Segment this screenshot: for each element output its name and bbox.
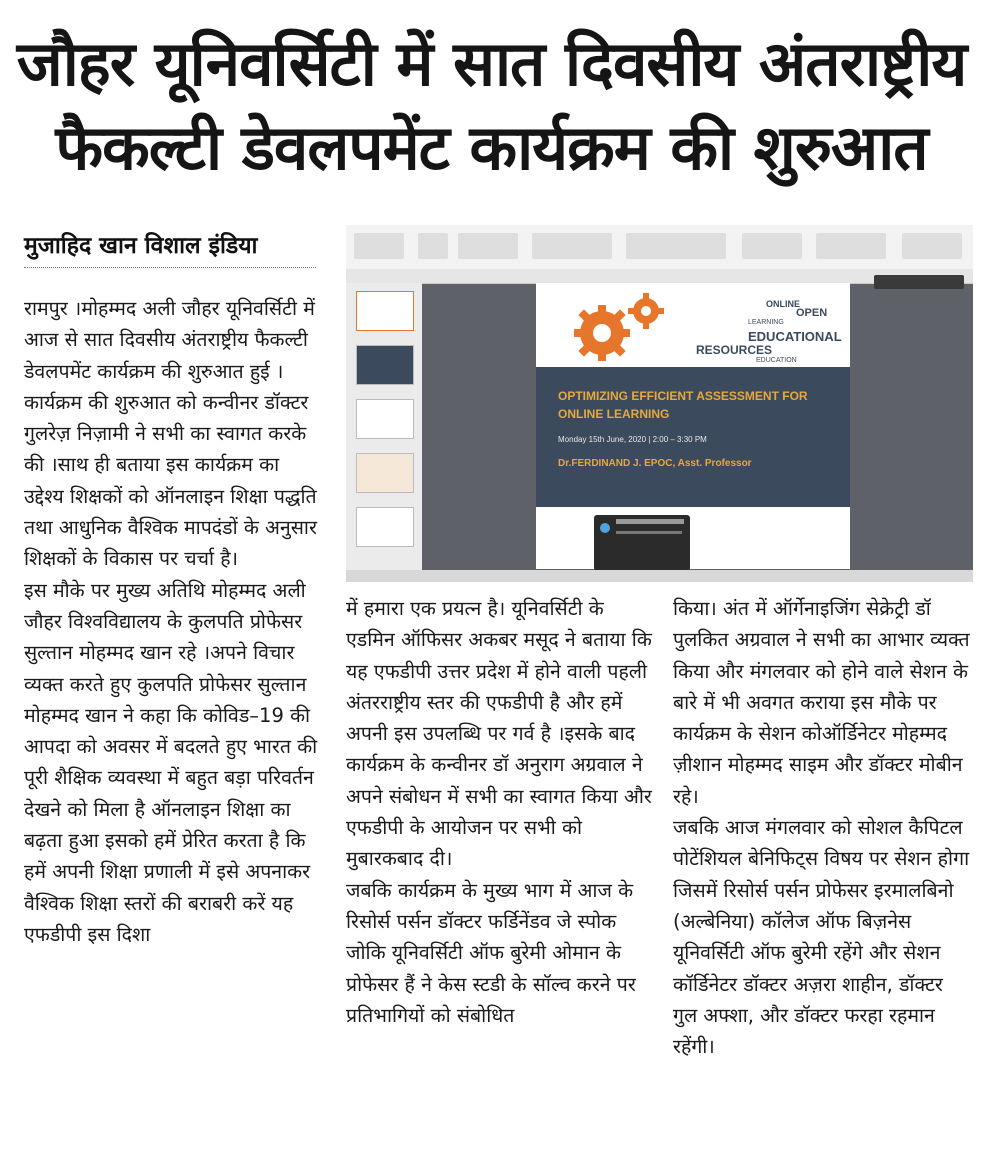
word-cloud-word: RESOURCES bbox=[696, 343, 773, 357]
headline-line-2: फैकल्टी डेवलपमेंट कार्यक्रम की शुरुआत bbox=[55, 111, 928, 184]
word-cloud bbox=[696, 297, 846, 367]
word-cloud-word: OPEN bbox=[796, 307, 828, 319]
word-cloud-word: ONLINE bbox=[766, 299, 801, 309]
article-paragraph: जबकि आज मंगलवार को सोशल कैपिटल पोटेंशियल बेनिफिट्स विषय पर सेशन होगा जिसमें रिसोर्स पर्सन प्रोफेसर इरमालबिनो (अल्बेनिया) कॉलेज ऑफ बिज़नेस यूनिवर्सिटी ऑफ बुरेमी रहेंगे और सेशन कॉर्डिनेटर डॉक्टर अज़रा शाहीन, डॉक्टर गुल अफ्शा, और डॉक्टर फरहा रहमान रहेंगी। bbox=[673, 816, 970, 1059]
word-cloud-word: LEARNING bbox=[748, 319, 784, 326]
headline-line-1: जौहर यूनिवर्सिटी में सात दिवसीय अंतराष्ट्रीय bbox=[16, 27, 967, 100]
ppt-statusbar bbox=[346, 570, 973, 582]
slide-title: OPTIMIZING EFFICIENT ASSESSMENT FOR ONLINE LEARNING bbox=[558, 389, 808, 421]
slide-date: Monday 15th June, 2020 | 2:00 – 3:30 PM bbox=[558, 435, 707, 444]
article-paragraph: इस मौके पर मुख्य अतिथि मोहम्मद अली जौहर विश्वविद्यालय के कुलपति प्रोफेसर सुल्तान मोहम्मद खान रहे ।अपने विचार व्यक्त करते हुए कुलपति प्रोफेसर सुल्तान मोहम्मद खान ने कहा कि कोविड–19 की आपदा को अवसर में बदलते हुए भारत की पूरी शैक्षिक व्यवस्था में बहुत बड़ा परिवर्तन देखने को मिला है ऑनलाइन शिक्षा का बढ़ता हुआ इसको हमें प्रेरित करता है कि हमें अपनी शिक्षा प्रणाली में इसे अपनाकर वैश्विक शिक्षा स्तरों की बराबरी करें यह एफडीपी इस दिशा bbox=[24, 578, 318, 946]
article-paragraph: किया। अंत में ऑर्गेनाइजिंग सेक्रेट्री डॉ पुलकित अग्रवाल ने सभी का आभार व्यक्त किया और मंगलवार को होने वाले सेशन के बारे में भी अवगत कराया इस मौके पर कार्यक्रम के सेशन कोऑर्डिनेटर मोहम्मद ज़ीशान मोहम्मद साइम और डॉक्टर मोबीन रहे। bbox=[673, 597, 970, 808]
chat-popup bbox=[594, 515, 690, 571]
article-paragraph: जबकि कार्यक्रम के मुख्य भाग में आज के रिसोर्स पर्सन डॉक्टर फर्डिनेंडव जे स्पोक जोकि यूनिवर्सिटी ऑफ बुरेमी ओमान के प्रोफेसर हैं ने केस स्टडी के सॉल्व करने पर प्रतिभागियों को संबोधित bbox=[346, 878, 636, 1027]
article-paragraph: में हमारा एक प्रयत्न है। यूनिवर्सिटी के एडमिन ऑफिसर अकबर मसूद ने बताया कि यह एफडीपी उत्तर प्रदेश में होने वाली पहली अंतरराष्ट्रीय स्तर की एफडीपी है और हमें अपनी इस उपलब्धि पर गर्व है ।इसके बाद कार्यक्रम के कन्वीनर डॉ अनुराग अग्रवाल ने अपने संबोधन में सभी का स्वागत किया और एफडीपी के आयोजन पर सभी को मुबारकबाद दी। bbox=[346, 597, 652, 871]
article-column-3 bbox=[673, 593, 973, 1062]
gears-icon bbox=[562, 289, 682, 367]
slide-thumbnails bbox=[346, 283, 422, 582]
article-paragraph: रामपुर ।मोहम्मद अली जौहर यूनिवर्सिटी में आज से सात दिवसीय अंतराष्ट्रीय फैकल्टी डेवलपमेंट कार्यक्रम की शुरुआत हुई ।कार्यक्रम की शुरुआत को कन्वीनर डॉक्टर गुलरेज़ निज़ामी ने सभी का स्वागत करके की ।साथ ही बताया इस कार्यक्रम का उद्देश्य शिक्षकों को ऑनलाइन शिक्षा पद्धति तथा आधुनिक वैश्विक मापदंडों के अनुसार शिक्षकों के विकास पर चर्चा है। bbox=[24, 297, 317, 571]
talking-indicator bbox=[874, 275, 964, 289]
ppt-ribbon bbox=[346, 225, 973, 270]
article-column-2 bbox=[346, 593, 654, 1031]
byline: मुजाहिद खान विशाल इंडिया bbox=[24, 231, 316, 268]
headline bbox=[0, 22, 983, 190]
article-photo bbox=[346, 225, 973, 582]
article-column-1 bbox=[24, 293, 324, 950]
slide-author: Dr.FERDINAND J. EPOC, Asst. Professor bbox=[558, 458, 752, 469]
chat-avatar bbox=[600, 523, 610, 533]
word-cloud-word: EDUCATIONAL bbox=[748, 329, 842, 344]
presentation-slide bbox=[536, 283, 850, 569]
word-cloud-word: EDUCATION bbox=[756, 357, 797, 364]
